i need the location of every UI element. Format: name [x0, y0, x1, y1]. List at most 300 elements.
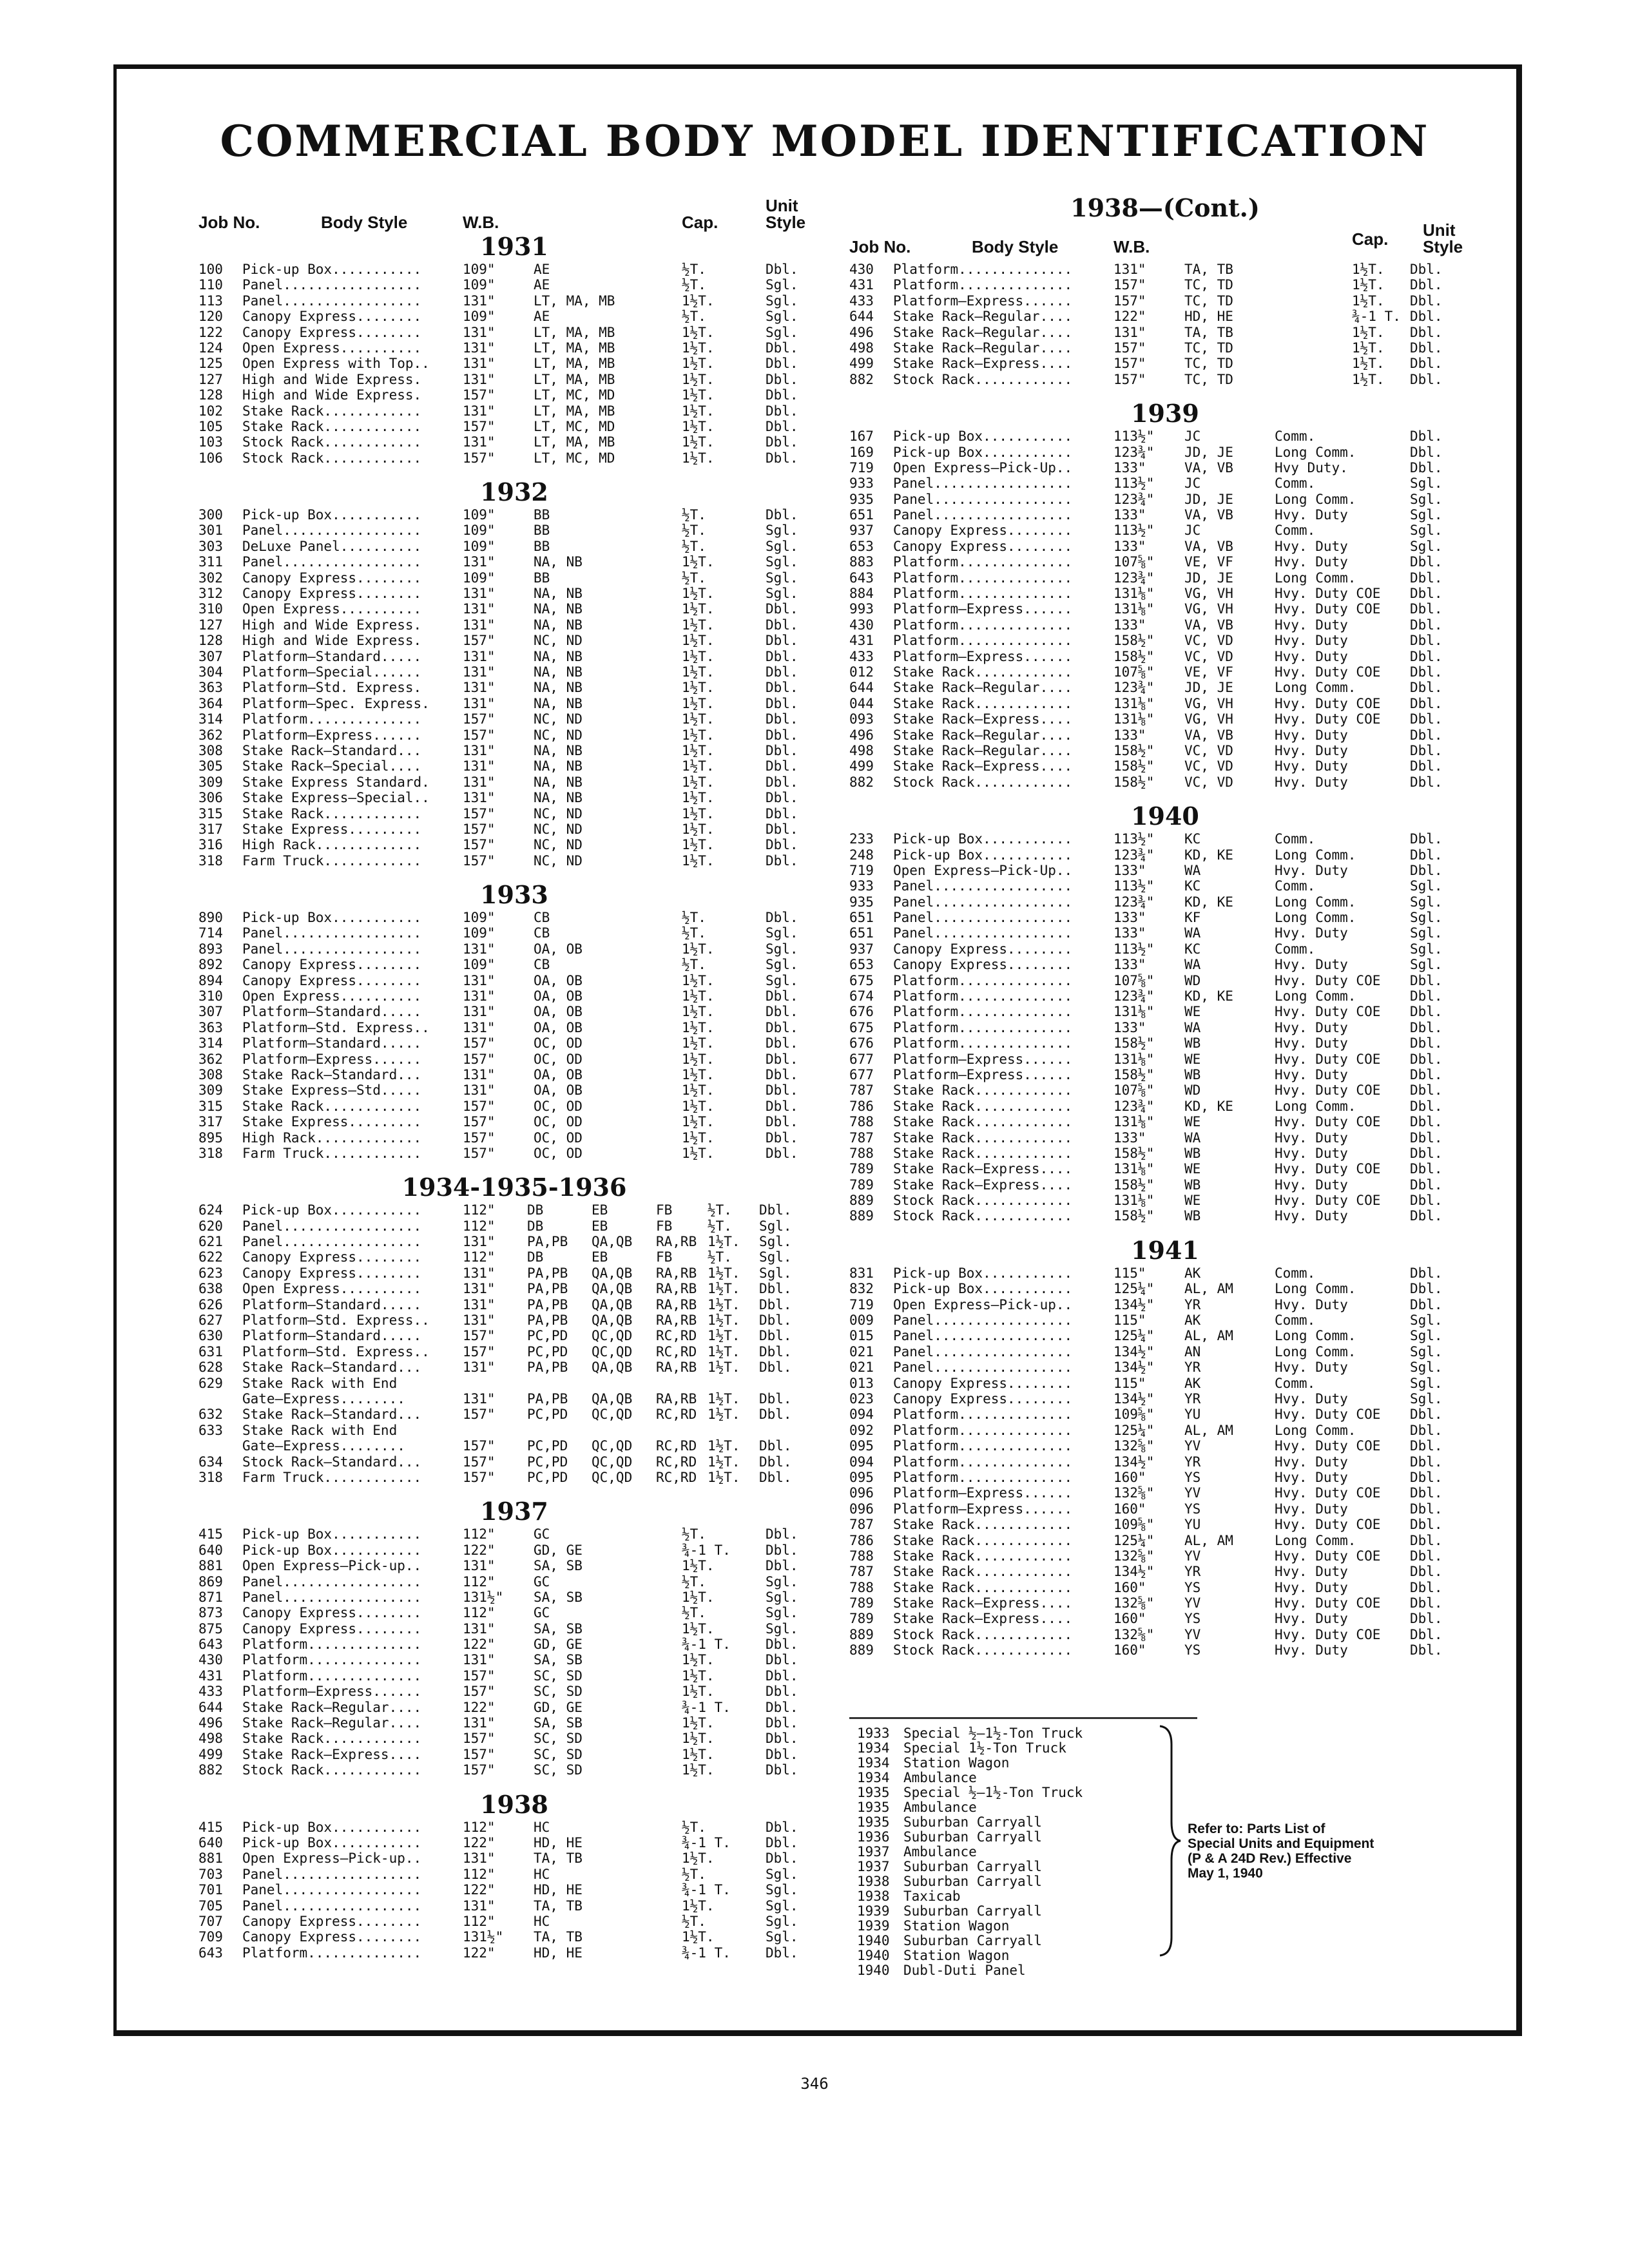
table-row: [849, 1501, 1481, 1517]
header-wb: W.B.: [463, 213, 499, 232]
list-item: [857, 1830, 1192, 1845]
cell-r-chassis: AL, AM: [1184, 1532, 1233, 1548]
table-row: [849, 1130, 1481, 1146]
cell-r-job: 233: [849, 831, 874, 847]
cell-job: 701: [198, 1882, 223, 1898]
table-row: [849, 1193, 1481, 1208]
table-row: [198, 403, 830, 419]
cell-r-unit: Sgl.: [1410, 507, 1443, 523]
cell-c342: QA,QB: [592, 1391, 633, 1407]
cell-r-unit: Dbl.: [1410, 1082, 1443, 1099]
cell-style: Stake Express—Special..: [242, 790, 430, 806]
table-row: [198, 1882, 830, 1898]
cell-r-wb: 158½": [1113, 1177, 1155, 1193]
cell-r-job: 719: [849, 862, 874, 878]
cell-job: 318: [198, 1145, 223, 1161]
cell-style: Platform—Express......: [242, 727, 422, 743]
cell-r-unit: Sgl.: [1410, 1312, 1443, 1329]
cell-cap3: 1½T.: [708, 1438, 740, 1454]
cell-r-job: 889: [849, 1626, 874, 1642]
cell-unit: Sgl.: [766, 523, 798, 539]
cell-r-wb: 113½": [1113, 878, 1155, 894]
cell-r-chassis: WA: [1184, 862, 1201, 878]
cell-r-unit: Dbl.: [1410, 277, 1443, 293]
cell-chassis: BB: [534, 523, 550, 539]
table-row: [849, 1208, 1481, 1224]
su-name: Dubl-Duti Panel: [903, 1963, 1026, 1978]
table-row: [849, 988, 1481, 1004]
cell-unit3: Dbl.: [759, 1202, 792, 1218]
cell-c343: RC,RD: [656, 1469, 697, 1485]
cell-chassis: NA, NB: [534, 586, 583, 602]
cell-chassis: HC: [534, 1866, 550, 1882]
cell-chassis: NC, ND: [534, 711, 583, 727]
cell-r-chassis: JD, JE: [1184, 444, 1233, 460]
cell-wb: 131": [463, 1558, 496, 1574]
cell-r-chassis: VA, VB: [1184, 459, 1233, 476]
cell-job: 110: [198, 277, 223, 293]
cell-wb: 131": [463, 1066, 496, 1082]
cell-r-job: 719: [849, 459, 874, 476]
cell-r-job: 096: [849, 1485, 874, 1501]
cell-r-wb: 133": [1113, 538, 1146, 554]
cell-r-chassis: WB: [1184, 1035, 1201, 1052]
cell-r-style: Panel.................: [893, 894, 1073, 910]
cell-r-wb: 157": [1113, 340, 1146, 356]
table-row: [849, 428, 1481, 444]
cell-style: Platform..............: [242, 1945, 422, 1961]
cell-r-style: Platform—Express......: [893, 1485, 1073, 1501]
cell-job: 301: [198, 523, 223, 539]
cell-job: 317: [198, 821, 223, 837]
table-row: [849, 1454, 1481, 1470]
cell-c341: PC,PD: [527, 1328, 568, 1344]
cell-r-wb: 107⅝": [1113, 1082, 1155, 1099]
cell-unit: Dbl.: [766, 1667, 798, 1684]
cell-style: Platform—Express......: [242, 1684, 422, 1700]
cell-r-job: 499: [849, 758, 874, 774]
cell-r-job: 882: [849, 371, 874, 387]
cell-unit: Dbl.: [766, 742, 798, 758]
table-row: [198, 1898, 830, 1914]
table-row: [198, 790, 830, 805]
table-row: [198, 1344, 830, 1360]
cell-style: Pick-up Box...........: [242, 1819, 422, 1835]
table-row: [198, 727, 830, 743]
cell-chassis: GC: [534, 1573, 550, 1590]
cell-job: 630: [198, 1328, 223, 1344]
cell-r-duty: Hvy. Duty COE: [1275, 1548, 1381, 1564]
cell-r-unit: Dbl.: [1410, 758, 1443, 774]
cell-unit3: Dbl.: [759, 1296, 792, 1312]
cell-r-chassis: JC: [1184, 523, 1201, 539]
cell-r-style: Platform—Express......: [893, 1051, 1073, 1067]
cell-r-duty: Hvy. Duty COE: [1275, 1517, 1381, 1533]
cell-cap: 1½T.: [682, 1850, 715, 1867]
cell-chassis: HD, HE: [534, 1882, 583, 1898]
cell-chassis: LT, MC, MD: [534, 450, 615, 466]
cell-r-chassis: TA, TB: [1184, 262, 1233, 277]
cell-r-unit: Dbl.: [1410, 727, 1443, 743]
cell-r-style: Platform..............: [893, 1469, 1073, 1485]
cell-r-chassis: YR: [1184, 1564, 1201, 1580]
cell-unit: Dbl.: [766, 450, 798, 466]
cell-r-wb: 158½": [1113, 633, 1155, 649]
cell-c343: RC,RD: [656, 1454, 697, 1470]
cell-r-duty: Hvy Duty.: [1275, 459, 1348, 476]
cell-r-duty: Long Comm.: [1275, 1532, 1356, 1548]
cell-r-style: Open Express—Pick-Up..: [893, 459, 1073, 476]
cell-style: Stock Rack............: [242, 1762, 422, 1778]
cell-r-chassis: VC, VD: [1184, 633, 1233, 649]
list-item: [857, 1963, 1192, 1978]
table-row: [849, 539, 1481, 554]
cell-r-job: 013: [849, 1375, 874, 1391]
cell-r-duty: Comm.: [1275, 941, 1316, 957]
cell-r-style: Panel.................: [893, 491, 1073, 507]
cell-cap: 1½T.: [682, 1114, 715, 1130]
table-row: [849, 586, 1481, 601]
cell-r-duty: Hvy. Duty COE: [1275, 1114, 1381, 1130]
cell-style: Stake Express—Std.....: [242, 1082, 422, 1099]
cell-unit3: Sgl.: [759, 1249, 792, 1265]
cell-r-chassis: WE: [1184, 1193, 1201, 1209]
cell-chassis: NA, NB: [534, 758, 583, 774]
cell-style: Open Express..........: [242, 1281, 422, 1297]
cell-r-wb: 134½": [1113, 1454, 1155, 1470]
cell-chassis: NA, NB: [534, 680, 583, 696]
cell-r-wb: 160": [1113, 1501, 1146, 1517]
list-item: [857, 1904, 1192, 1919]
cell-r-chassis: YR: [1184, 1296, 1201, 1312]
cell-unit: Dbl.: [766, 664, 798, 680]
cell-wb: 157": [463, 1145, 496, 1161]
cell-chassis: SC, SD: [534, 1684, 583, 1700]
cell-wb: 157": [463, 1098, 496, 1114]
cell-r-style: Stake Rack............: [893, 1579, 1073, 1595]
cell-chassis: SA, SB: [534, 1620, 583, 1637]
cell-r-chassis: VC, VD: [1184, 742, 1233, 758]
cell-r-wb: 133": [1113, 1129, 1146, 1146]
cell-unit: Dbl.: [766, 633, 798, 649]
cell-cap: 1½T.: [682, 1620, 715, 1637]
table-row: [198, 1700, 830, 1715]
cell-r-job: 674: [849, 988, 874, 1004]
cell-wb: 122": [463, 1834, 496, 1850]
table-row: [198, 1652, 830, 1667]
cell-job: 304: [198, 664, 223, 680]
cell-chassis: CB: [534, 910, 550, 926]
cell-wb: 131": [463, 790, 496, 806]
cell-r-chassis: YR: [1184, 1454, 1201, 1470]
cell-cap: 1½T.: [682, 648, 715, 664]
cell-r-unit: Dbl.: [1410, 831, 1443, 847]
cell-cap: 1½T.: [682, 617, 715, 633]
cell-cap: 1½T.: [682, 371, 715, 387]
cell-r-job: 786: [849, 1098, 874, 1114]
cell-r-style: Canopy Express........: [893, 538, 1073, 554]
table-row: [198, 711, 830, 727]
table-row: [849, 293, 1481, 309]
cell-wb: 131": [463, 371, 496, 387]
cell-c343: RA,RB: [656, 1391, 697, 1407]
cell-r-unit: Dbl.: [1410, 262, 1443, 277]
cell-chassis: NA, NB: [534, 742, 583, 758]
cell-c343: RC,RD: [656, 1407, 697, 1423]
cell-job: 629: [198, 1375, 223, 1391]
cell-r-job: 653: [849, 538, 874, 554]
cell-r-unit: Sgl.: [1410, 491, 1443, 507]
cell-r-wb: 132⅝": [1113, 1595, 1155, 1611]
cell-r-style: Panel.................: [893, 878, 1073, 894]
cell-r-wb: 132⅝": [1113, 1548, 1155, 1564]
cell-style: High and Wide Express.: [242, 617, 422, 633]
cell-cap: ¾-1 T.: [682, 1699, 731, 1715]
table-row: [849, 696, 1481, 711]
cell-c341: PC,PD: [527, 1469, 568, 1485]
cell-r-style: Platform..............: [893, 570, 1073, 586]
cell-wb: 131": [463, 1850, 496, 1867]
cell-r-duty: Comm.: [1275, 476, 1316, 492]
cell-style: High Rack.............: [242, 1129, 422, 1146]
cell-unit: Sgl.: [766, 957, 798, 973]
cell-wb: 109": [463, 309, 496, 325]
cell-r-duty: Hvy. Duty: [1275, 1391, 1348, 1407]
cell-chassis: AE: [534, 262, 550, 277]
cell-cap: 1½T.: [682, 1898, 715, 1914]
cell-r-wb: 134½": [1113, 1564, 1155, 1580]
table-row: [849, 680, 1481, 695]
cell-r-job: 788: [849, 1145, 874, 1161]
cell-c341: PC,PD: [527, 1407, 568, 1423]
special-units-rule: [849, 1717, 1197, 1719]
cell-r-unit: Dbl.: [1410, 1564, 1443, 1580]
cell-r-job: 789: [849, 1611, 874, 1627]
cell-r-job: 094: [849, 1454, 874, 1470]
left-column-header: [198, 193, 830, 232]
cell-r-unit: Dbl.: [1410, 309, 1443, 325]
table-row: [849, 1391, 1481, 1407]
cell-r-chassis: TA, TB: [1184, 324, 1233, 340]
cell-style: High Rack.............: [242, 837, 422, 853]
cell-cap: 1½T.: [682, 790, 715, 806]
cell-unit: Dbl.: [766, 1082, 798, 1099]
cell-r-chassis: WB: [1184, 1145, 1201, 1161]
cell-cap: 1½T.: [682, 680, 715, 696]
cell-r-chassis: TC, TD: [1184, 356, 1233, 372]
cell-chassis: SC, SD: [534, 1667, 583, 1684]
table-row: [849, 1627, 1481, 1642]
cell-job: 643: [198, 1637, 223, 1653]
cell-r-style: Panel.................: [893, 507, 1073, 523]
cell-r-style: Platform..............: [893, 1454, 1073, 1470]
table-row: [849, 774, 1481, 790]
table-row: [198, 988, 830, 1004]
cell-r-style: Pick-up Box...........: [893, 428, 1073, 445]
cell-unit: Dbl.: [766, 601, 798, 617]
table-row: [198, 1130, 830, 1146]
cell-wb: 131": [463, 664, 496, 680]
cell-wb: 131": [463, 972, 496, 988]
cell-r-chassis: YU: [1184, 1407, 1201, 1423]
cell-r-job: 889: [849, 1193, 874, 1209]
cell-job: 364: [198, 695, 223, 711]
table-row: [198, 356, 830, 371]
table-row: [198, 1249, 830, 1265]
cell-unit: Dbl.: [766, 262, 798, 277]
cell-style: Pick-up Box...........: [242, 1202, 422, 1218]
cell-r-unit: Dbl.: [1410, 988, 1443, 1004]
cell-cap: ½T.: [682, 1526, 706, 1542]
cell-cap: 1½T.: [682, 711, 715, 727]
cell-cap: 1½T.: [682, 821, 715, 837]
cell-wb: 131": [463, 293, 496, 309]
cell-r-unit: Dbl.: [1410, 570, 1443, 586]
cell-wb: 122": [463, 1699, 496, 1715]
table-row: [849, 1328, 1481, 1343]
cell-r-chassis: VE, VF: [1184, 664, 1233, 680]
cell-r-style: Panel.................: [893, 1312, 1073, 1329]
table-row: [198, 941, 830, 957]
cell-style: Platform—Std. Express..: [242, 1019, 430, 1035]
cell-unit: Dbl.: [766, 1834, 798, 1850]
cell-style: Stake Rack—Standard...: [242, 1360, 422, 1376]
cell-cap: ½T.: [682, 1573, 706, 1590]
cell-r-duty: Long Comm.: [1275, 570, 1356, 586]
left-column: [198, 193, 830, 1961]
su-year: 1940: [857, 1963, 890, 1978]
cell-c343: RA,RB: [656, 1296, 697, 1312]
table-row: [198, 1035, 830, 1051]
cell-unit: Dbl.: [766, 1715, 798, 1731]
section-title-1938: 1938: [480, 1789, 548, 1819]
cell-cap: 1½T.: [682, 1129, 715, 1146]
cell-job: 873: [198, 1605, 223, 1621]
cell-r-style: Stake Rack—Regular....: [893, 680, 1073, 696]
table-row: [198, 758, 830, 774]
cell-r-style: Stake Rack—Regular....: [893, 742, 1073, 758]
cell-unit: Dbl.: [766, 1066, 798, 1082]
table-row: [198, 1668, 830, 1684]
cell-r-unit: Dbl.: [1410, 680, 1443, 696]
cell-r-unit: Dbl.: [1410, 1517, 1443, 1533]
cell-unit: Sgl.: [766, 1913, 798, 1929]
cell-cap: 1½T.: [682, 1746, 715, 1762]
cell-cap: 1½T.: [682, 1066, 715, 1082]
cell-r-job: 169: [849, 444, 874, 460]
cell-style: Panel.................: [242, 1218, 422, 1234]
list-item: [857, 1815, 1192, 1830]
cell-job: 308: [198, 742, 223, 758]
cell-r-chassis: AK: [1184, 1312, 1201, 1329]
cell-style: Stake Rack with End: [242, 1422, 398, 1438]
cell-style: Canopy Express........: [242, 1913, 422, 1929]
cell-r-chassis: VC, VD: [1184, 758, 1233, 774]
cell-job: 640: [198, 1542, 223, 1558]
table-row: [849, 325, 1481, 340]
su-year: 1940: [857, 1948, 890, 1963]
cell-wb: 131": [463, 695, 496, 711]
cell-job: 316: [198, 837, 223, 853]
cell-r-style: Stake Rack—Regular....: [893, 324, 1073, 340]
cell-job: 310: [198, 601, 223, 617]
cell-r-wb: 109⅝": [1113, 1517, 1155, 1533]
cell-cap3: 1½T.: [708, 1454, 740, 1470]
cell-job: 363: [198, 680, 223, 696]
cell-chassis: GD, GE: [534, 1637, 583, 1653]
header-unit: Unit: [1423, 220, 1456, 240]
cell-wb: 157": [463, 1035, 496, 1052]
cell-job: 893: [198, 941, 223, 957]
su-year: 1934: [857, 1755, 890, 1771]
cell-style: Panel.................: [242, 293, 422, 309]
cell-wb: 131": [463, 434, 496, 450]
cell-chassis: LT, MA, MB: [534, 356, 615, 372]
cell-r-unit: Sgl.: [1410, 957, 1443, 973]
cell-r-chassis: VC, VD: [1184, 774, 1233, 790]
header-job-no: Job No.: [198, 213, 260, 232]
cell-r-wb: 131⅛": [1113, 1161, 1155, 1177]
cell-r-style: Stake Rack—Express....: [893, 1595, 1073, 1611]
cell-unit: Dbl.: [766, 403, 798, 419]
cell-r-duty: Hvy. Duty: [1275, 957, 1348, 973]
cell-style: Platform—Express......: [242, 1051, 422, 1067]
cell-r-unit: Dbl.: [1410, 1548, 1443, 1564]
cell-chassis: BB: [534, 538, 550, 554]
left-column-body: [198, 232, 830, 1961]
cell-r-job: 935: [849, 894, 874, 910]
table-row: [198, 1605, 830, 1620]
cell-style: Stake Express.........: [242, 1114, 422, 1130]
cell-r-chassis: WE: [1184, 1004, 1201, 1020]
cell-job: 124: [198, 340, 223, 356]
cell-chassis: GC: [534, 1526, 550, 1542]
cell-r-wb: 157": [1113, 371, 1146, 387]
cell-job: 362: [198, 1051, 223, 1067]
cell-chassis: CB: [534, 925, 550, 941]
cell-wb: 131": [463, 1715, 496, 1731]
cell-r-style: Platform..............: [893, 1019, 1073, 1035]
cell-r-wb: 122": [1113, 309, 1146, 325]
cell-r-job: 677: [849, 1066, 874, 1082]
cell-r-job: 789: [849, 1595, 874, 1611]
cell-style: Panel.................: [242, 941, 422, 957]
cell-r-style: Stake Rack............: [893, 1082, 1073, 1099]
cell-r-cap: 1½T.: [1352, 324, 1385, 340]
table-row: [198, 1867, 830, 1882]
cell-chassis: HC: [534, 1913, 550, 1929]
cell-style: Panel.................: [242, 1882, 422, 1898]
cell-chassis: SA, SB: [534, 1652, 583, 1668]
cell-job: 128: [198, 387, 223, 403]
cell-chassis: OA, OB: [534, 1066, 583, 1082]
cell-style: Open Express—Pick-up..: [242, 1558, 422, 1574]
cell-r-unit: Dbl.: [1410, 1208, 1443, 1224]
cell-cap: ¾-1 T.: [682, 1882, 731, 1898]
cell-wb: 131": [463, 774, 496, 790]
table-row: [198, 957, 830, 972]
table-row: [198, 507, 830, 523]
cell-wb: 157": [463, 852, 496, 869]
cell-cap: 1½T.: [682, 293, 715, 309]
cell-unit3: Sgl.: [759, 1265, 792, 1281]
cell-r-job: 023: [849, 1391, 874, 1407]
cell-c341: PC,PD: [527, 1343, 568, 1360]
table-row: [198, 1762, 830, 1778]
cell-r-job: 933: [849, 476, 874, 492]
list-item: [857, 1800, 1192, 1815]
cell-style: High and Wide Express.: [242, 371, 422, 387]
